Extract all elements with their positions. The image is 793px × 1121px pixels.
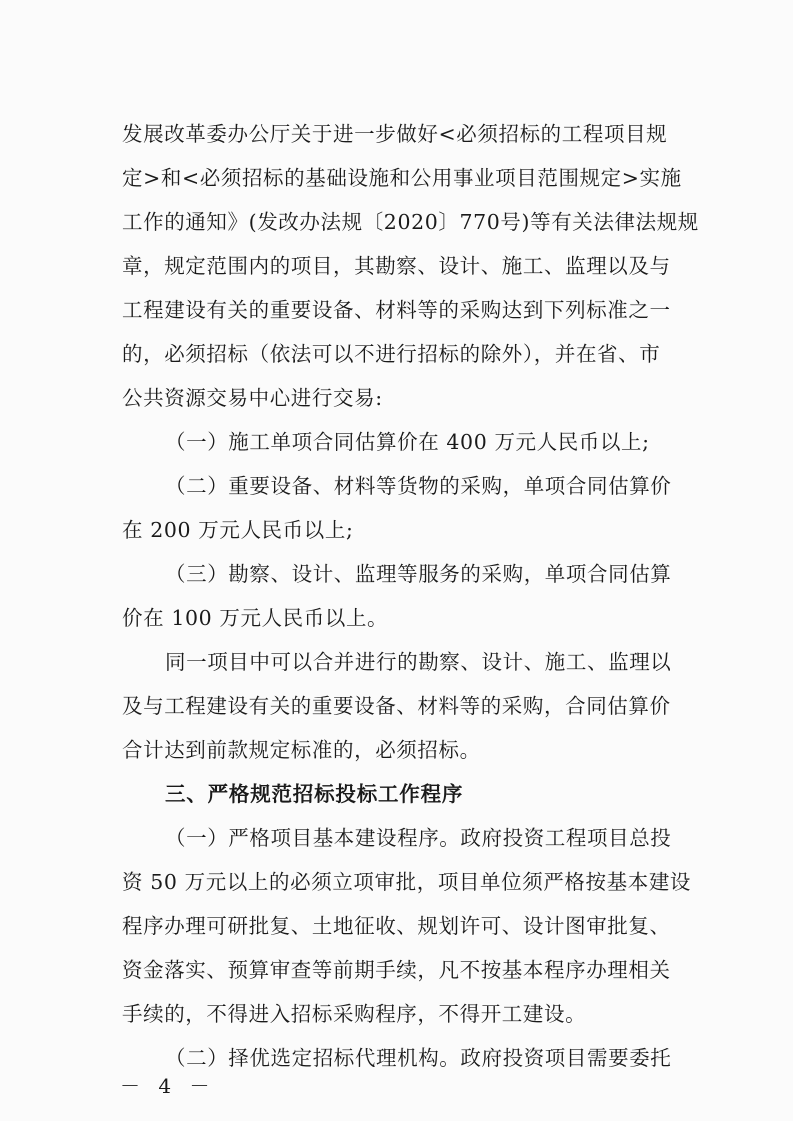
text-line: 定>和<必须招标的基础设施和公用事业项目范围规定>实施	[122, 166, 682, 190]
text-line: 在 200 万元人民币以上;	[122, 518, 354, 542]
page-number: － 4 －	[120, 1074, 216, 1098]
text-line: （一）严格项目基本建设程序。政府投资工程项目总投	[165, 826, 672, 850]
text-line: 工作的通知》(发改办法规〔2020〕770号)等有关法律法规规	[122, 210, 699, 234]
text-line: 程序办理可研批复、土地征收、规划许可、设计图审批复、	[122, 914, 671, 938]
section-heading: 三、严格规范招标投标工作程序	[165, 782, 464, 806]
text-line: 的，必须招标（依法可以不进行招标的除外），并在省、市	[122, 342, 661, 366]
text-line: 发展改革委办公厅关于进一步做好<必须招标的工程项目规	[122, 122, 668, 146]
text-line: （一）施工单项合同估算价在 400 万元人民币以上;	[165, 430, 650, 454]
text-line: 及与工程建设有关的重要设备、材料等的采购，合同估算价	[122, 694, 671, 718]
text-line: 合计达到前款规定标准的，必须招标。	[122, 738, 481, 762]
text-line: 同一项目中可以合并进行的勘察、设计、施工、监理以	[165, 650, 672, 674]
text-line: 章，规定范围内的项目，其勘察、设计、施工、监理以及与	[122, 254, 671, 278]
text-line: 公共资源交易中心进行交易:	[122, 386, 383, 410]
text-line: （三）勘察、设计、监理等服务的采购，单项合同估算	[165, 562, 672, 586]
text-line: 价在 100 万元人民币以上。	[122, 606, 389, 630]
text-line: 工程建设有关的重要设备、材料等的采购达到下列标准之一	[122, 298, 671, 322]
text-line: 资金落实、预算审查等前期手续，凡不按基本程序办理相关	[122, 958, 671, 982]
text-line: （二）择优选定招标代理机构。政府投资项目需要委托	[165, 1046, 672, 1070]
text-line: （二）重要设备、材料等货物的采购，单项合同估算价	[165, 474, 672, 498]
text-line: 资 50 万元以上的必须立项审批，项目单位须严格按基本建设	[122, 870, 692, 894]
text-line: 手续的，不得进入招标采购程序，不得开工建设。	[122, 1002, 587, 1026]
